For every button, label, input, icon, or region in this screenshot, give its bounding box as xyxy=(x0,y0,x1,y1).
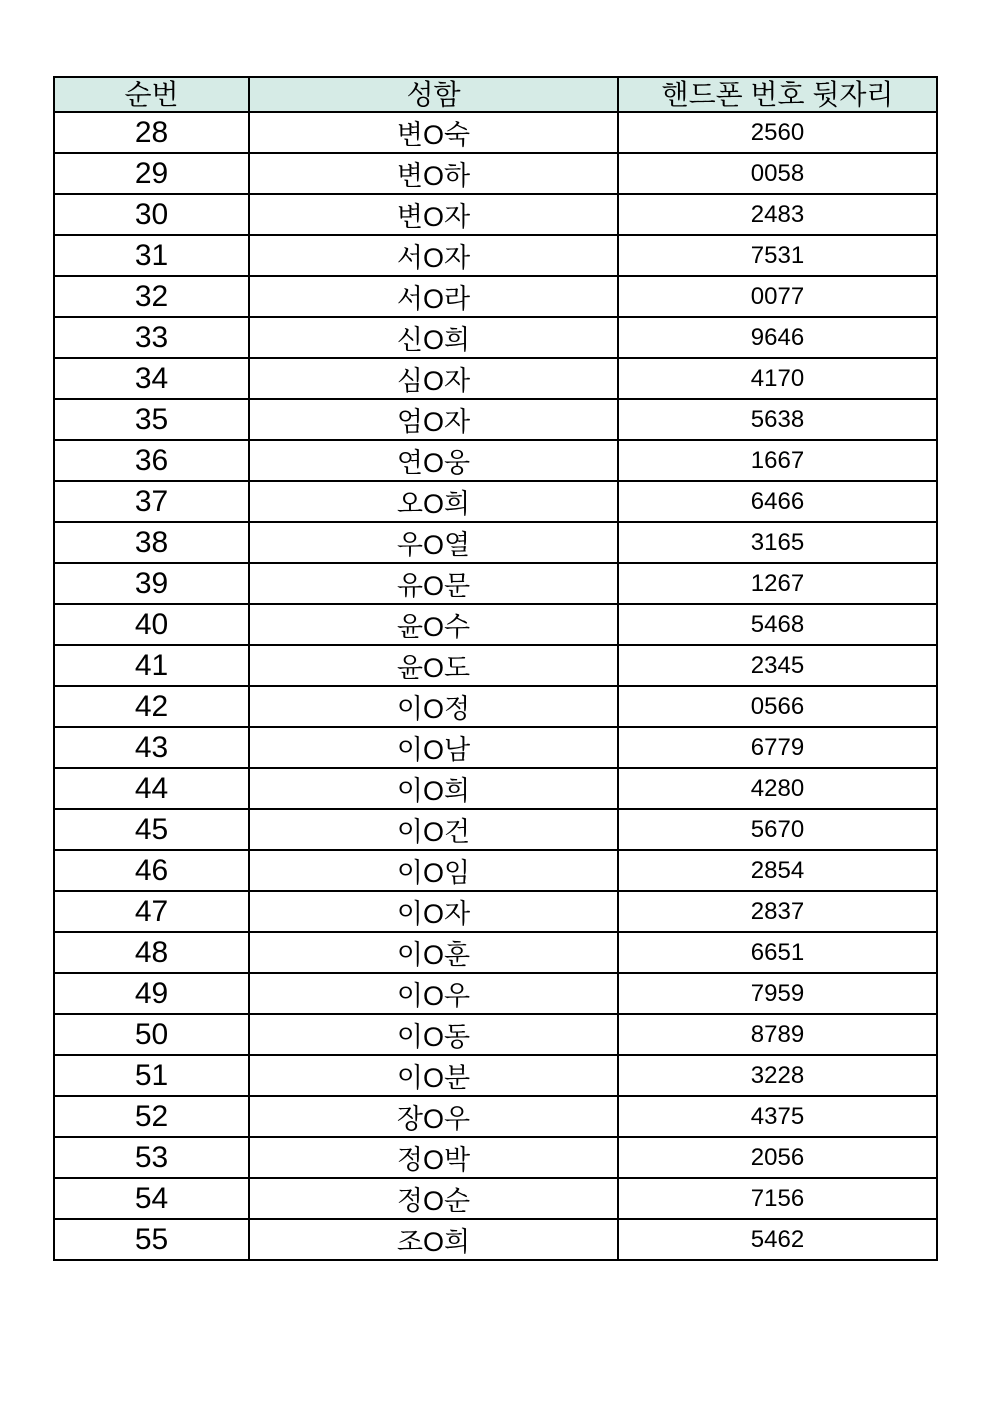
table-row xyxy=(54,522,937,563)
name-cell: 이O임 xyxy=(249,850,618,891)
table-row xyxy=(54,891,937,932)
phone-cell: 6651 xyxy=(618,932,937,973)
name-cell: 서O라 xyxy=(249,276,618,317)
phone-cell: 4280 xyxy=(618,768,937,809)
name-cell: 우O열 xyxy=(249,522,618,563)
name-cell: 변O숙 xyxy=(249,112,618,153)
table-row xyxy=(54,1055,937,1096)
name-cell: 이O정 xyxy=(249,686,618,727)
row-number-cell: 34 xyxy=(54,358,249,399)
row-number-cell: 31 xyxy=(54,235,249,276)
row-number-cell: 42 xyxy=(54,686,249,727)
name-cell: 연O웅 xyxy=(249,440,618,481)
table-row xyxy=(54,1219,937,1260)
row-number-cell: 33 xyxy=(54,317,249,358)
phone-cell: 5468 xyxy=(618,604,937,645)
name-cell: 이O건 xyxy=(249,809,618,850)
name-cell: 신O희 xyxy=(249,317,618,358)
phone-cell: 0566 xyxy=(618,686,937,727)
table-row xyxy=(54,1096,937,1137)
table-row xyxy=(54,686,937,727)
phone-cell: 6466 xyxy=(618,481,937,522)
table-row xyxy=(54,235,937,276)
phone-cell: 7959 xyxy=(618,973,937,1014)
phone-cell: 2056 xyxy=(618,1137,937,1178)
phone-cell: 8789 xyxy=(618,1014,937,1055)
name-cell: 이O자 xyxy=(249,891,618,932)
row-number-cell: 48 xyxy=(54,932,249,973)
phone-cell: 7531 xyxy=(618,235,937,276)
header-row xyxy=(54,77,937,112)
phone-cell: 2560 xyxy=(618,112,937,153)
row-number-cell: 30 xyxy=(54,194,249,235)
name-cell: 이O남 xyxy=(249,727,618,768)
row-number-cell: 52 xyxy=(54,1096,249,1137)
name-cell: 유O문 xyxy=(249,563,618,604)
row-number-cell: 35 xyxy=(54,399,249,440)
row-number-cell: 55 xyxy=(54,1219,249,1260)
name-cell: 변O자 xyxy=(249,194,618,235)
row-number-cell: 28 xyxy=(54,112,249,153)
phone-roster-table xyxy=(53,76,938,1261)
phone-cell: 6779 xyxy=(618,727,937,768)
row-number-cell: 49 xyxy=(54,973,249,1014)
table-row xyxy=(54,768,937,809)
table-row xyxy=(54,604,937,645)
column-header-name: 성함 xyxy=(249,77,618,112)
column-header-no: 순번 xyxy=(54,77,249,112)
table-row xyxy=(54,645,937,686)
row-number-cell: 45 xyxy=(54,809,249,850)
row-number-cell: 29 xyxy=(54,153,249,194)
name-cell: 정O박 xyxy=(249,1137,618,1178)
phone-cell: 1667 xyxy=(618,440,937,481)
table-row xyxy=(54,809,937,850)
name-cell: 이O동 xyxy=(249,1014,618,1055)
row-number-cell: 32 xyxy=(54,276,249,317)
name-cell: 이O분 xyxy=(249,1055,618,1096)
name-cell: 장O우 xyxy=(249,1096,618,1137)
table-row xyxy=(54,973,937,1014)
table-row xyxy=(54,1014,937,1055)
name-cell: 오O희 xyxy=(249,481,618,522)
name-cell: 조O희 xyxy=(249,1219,618,1260)
row-number-cell: 43 xyxy=(54,727,249,768)
phone-cell: 9646 xyxy=(618,317,937,358)
table-row xyxy=(54,399,937,440)
column-header-phone: 핸드폰 번호 뒷자리 xyxy=(618,77,937,112)
table-body xyxy=(54,112,937,1260)
table-row xyxy=(54,276,937,317)
table-row xyxy=(54,194,937,235)
name-cell: 서O자 xyxy=(249,235,618,276)
phone-cell: 1267 xyxy=(618,563,937,604)
table-row xyxy=(54,440,937,481)
phone-cell: 2483 xyxy=(618,194,937,235)
row-number-cell: 47 xyxy=(54,891,249,932)
row-number-cell: 54 xyxy=(54,1178,249,1219)
phone-cell: 0058 xyxy=(618,153,937,194)
row-number-cell: 37 xyxy=(54,481,249,522)
table-row xyxy=(54,727,937,768)
row-number-cell: 51 xyxy=(54,1055,249,1096)
row-number-cell: 50 xyxy=(54,1014,249,1055)
table-row xyxy=(54,358,937,399)
name-cell: 이O희 xyxy=(249,768,618,809)
name-cell: 변O하 xyxy=(249,153,618,194)
phone-cell: 4170 xyxy=(618,358,937,399)
table-row xyxy=(54,932,937,973)
name-cell: 이O우 xyxy=(249,973,618,1014)
phone-cell: 5638 xyxy=(618,399,937,440)
phone-cell: 5462 xyxy=(618,1219,937,1260)
row-number-cell: 36 xyxy=(54,440,249,481)
phone-cell: 3228 xyxy=(618,1055,937,1096)
row-number-cell: 40 xyxy=(54,604,249,645)
table-row xyxy=(54,481,937,522)
name-cell: 이O훈 xyxy=(249,932,618,973)
table-row xyxy=(54,850,937,891)
phone-cell: 3165 xyxy=(618,522,937,563)
name-cell: 심O자 xyxy=(249,358,618,399)
table-row xyxy=(54,1137,937,1178)
phone-cell: 2345 xyxy=(618,645,937,686)
phone-cell: 2837 xyxy=(618,891,937,932)
name-cell: 윤O수 xyxy=(249,604,618,645)
row-number-cell: 44 xyxy=(54,768,249,809)
phone-cell: 0077 xyxy=(618,276,937,317)
table-row xyxy=(54,112,937,153)
name-cell: 정O순 xyxy=(249,1178,618,1219)
phone-cell: 2854 xyxy=(618,850,937,891)
table-row xyxy=(54,317,937,358)
row-number-cell: 41 xyxy=(54,645,249,686)
row-number-cell: 46 xyxy=(54,850,249,891)
phone-cell: 4375 xyxy=(618,1096,937,1137)
phone-cell: 7156 xyxy=(618,1178,937,1219)
phone-cell: 5670 xyxy=(618,809,937,850)
row-number-cell: 39 xyxy=(54,563,249,604)
row-number-cell: 38 xyxy=(54,522,249,563)
table-row xyxy=(54,563,937,604)
table-row xyxy=(54,1178,937,1219)
name-cell: 윤O도 xyxy=(249,645,618,686)
row-number-cell: 53 xyxy=(54,1137,249,1178)
name-cell: 엄O자 xyxy=(249,399,618,440)
table-row xyxy=(54,153,937,194)
